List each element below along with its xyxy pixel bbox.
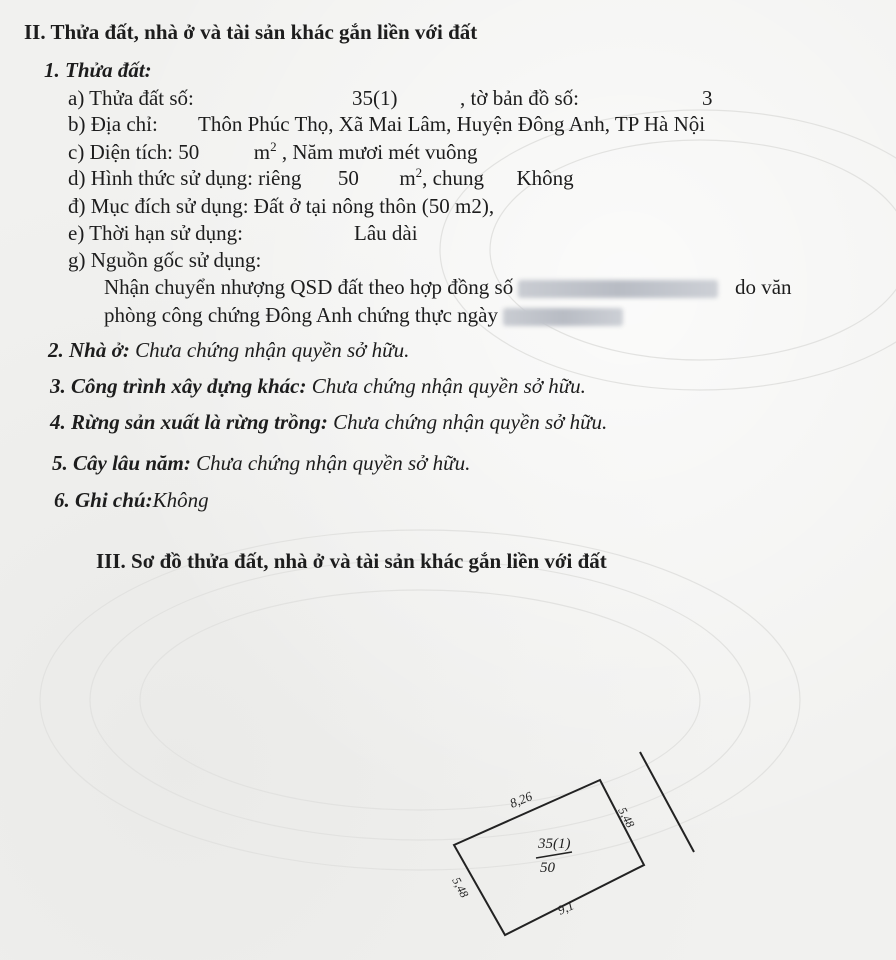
parcel-area-mark: 50: [540, 860, 555, 876]
right-dimension: 5,48: [615, 804, 638, 830]
area-unit-sup: 2: [270, 139, 277, 154]
address-label: b) Địa chỉ:: [68, 112, 158, 136]
usage-form-label: d) Hình thức sử dụng: riêng: [68, 166, 302, 190]
trees-value: Chưa chứng nhận quyền sở hữu.: [196, 451, 471, 475]
left-dimension: 5,48: [449, 874, 472, 900]
construction-value: Chưa chứng nhận quyền sở hữu.: [311, 374, 586, 398]
road-boundary-line: [640, 752, 694, 852]
usage-shared-label: , chung: [422, 166, 484, 190]
parcel-number-label: a) Thửa đất số:: [68, 86, 194, 110]
purpose-value: Đất ở tại nông thôn (50 m2),: [253, 194, 495, 218]
term-value: Lâu dài: [354, 221, 418, 245]
usage-unit-sup: 2: [415, 165, 423, 180]
section-2-title: II. Thửa đất, nhà ở và tài sản khác gắn liền với đất: [24, 20, 478, 44]
term-label: e) Thời hạn sử dụng:: [68, 221, 243, 245]
usage-private-value: 50: [337, 166, 359, 190]
usage-unit: m: [399, 166, 416, 190]
top-dimension: 8,26: [507, 788, 535, 811]
trees-label: 5. Cây lâu năm:: [52, 451, 191, 475]
section-3-title: III. Sơ đồ thửa đất, nhà ở và tài sản khác gắn liền với đất: [96, 549, 607, 573]
origin-office-text: do văn: [734, 275, 792, 299]
parcel-number-value: 35(1): [352, 86, 398, 110]
area-unit: m: [253, 140, 271, 164]
construction-label: 3. Công trình xây dựng khác:: [50, 374, 307, 398]
note-label: 6. Ghi chú:: [54, 488, 153, 512]
map-sheet-value: 3: [702, 86, 713, 110]
forest-label: 4. Rừng sản xuất là rừng trồng:: [50, 410, 328, 434]
bottom-dimension: 9,1: [555, 897, 577, 918]
origin-label: g) Nguồn gốc sử dụng:: [68, 248, 262, 272]
parcel-number-mark: 35(1): [538, 836, 571, 852]
parcel-outline: [454, 780, 644, 935]
parcel-heading: 1. Thửa đất:: [44, 58, 152, 82]
note-value: Không: [152, 488, 209, 512]
map-sheet-label: , tờ bản đồ số:: [460, 86, 580, 110]
address-value: Thôn Phúc Thọ, Xã Mai Lâm, Huyện Đông Anh, TP Hà Nội: [198, 112, 706, 136]
origin-contract-text: Nhận chuyển nhượng QSD đất theo hợp đồng số: [104, 275, 514, 299]
forest-value: Chưa chứng nhận quyền sở hữu.: [333, 410, 608, 434]
usage-shared-value: Không: [516, 166, 574, 190]
house-label: 2. Nhà ở:: [48, 338, 130, 362]
house-value: Chưa chứng nhận quyền sở hữu.: [135, 338, 410, 362]
area-label: c) Diện tích: 50: [68, 140, 200, 164]
fraction-bar: [536, 852, 572, 858]
purpose-label: đ) Mục đích sử dụng:: [68, 194, 249, 218]
area-text: , Năm mươi mét vuông: [281, 140, 478, 164]
origin-notary-text: phòng công chứng Đông Anh chứng thực ngày: [104, 303, 499, 327]
